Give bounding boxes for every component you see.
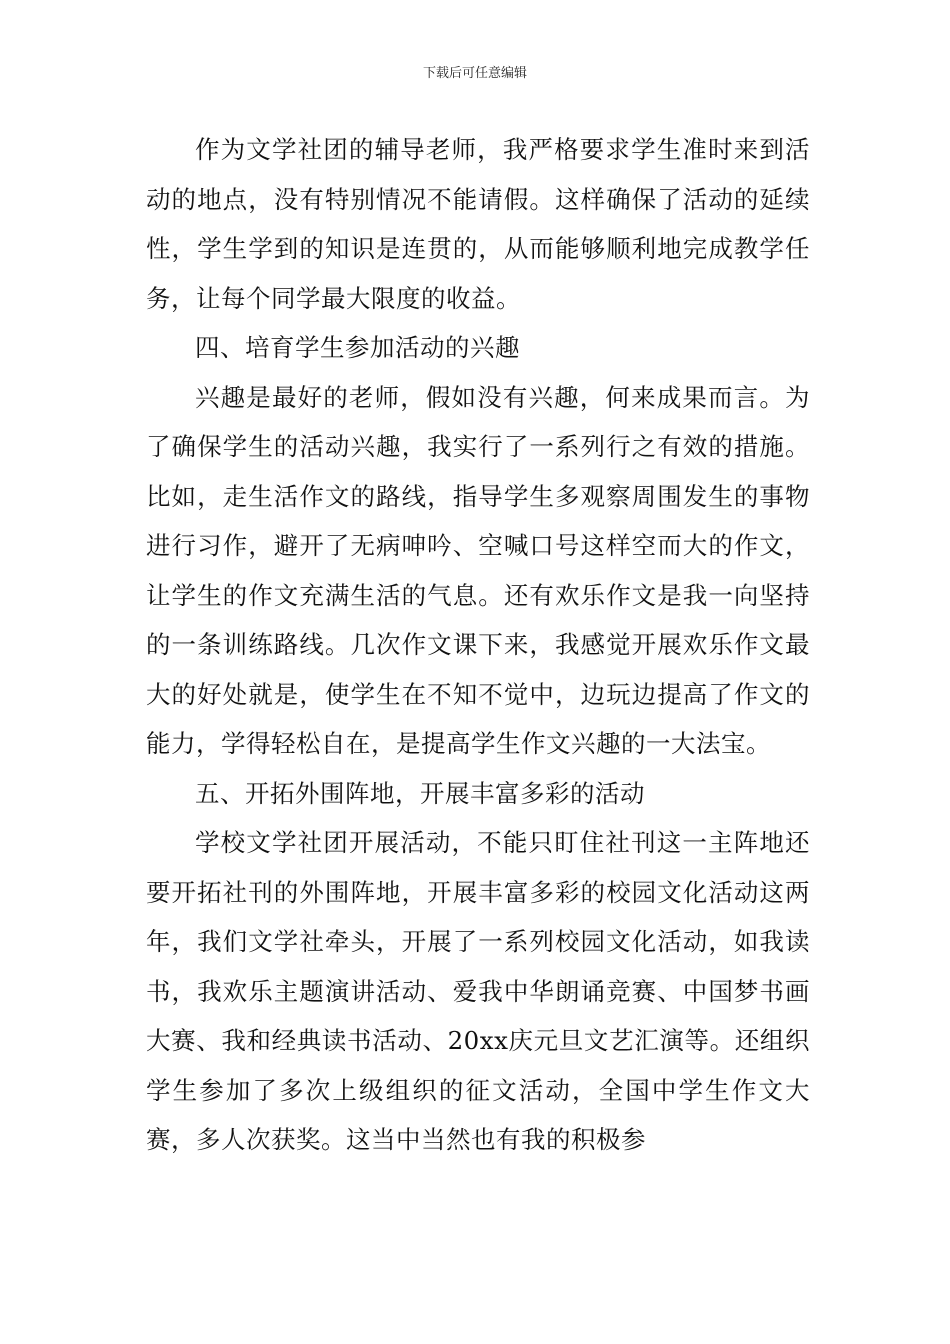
section-heading-interest: 四、培育学生参加活动的兴趣 (195, 333, 520, 362)
paragraph-supervision: 作为文学社团的辅导老师，我严格要求学生准时来到活动的地点，没有特别情况不能请假。这样确保了活动的延续性，学生学到的知识是连贯的，从而能够顺利地完成教学任务，让每个同学最大限度的收益。 (146, 135, 810, 313)
paragraph-interest: 兴趣是最好的老师，假如没有兴趣，何来成果而言。为了确保学生的活动兴趣，我实行了一系列行之有效的措施。比如，走生活作文的路线，指导学生多观察周围发生的事物进行习作，避开了无病呻吟、空喊口号这样空而大的作文，让学生的作文充满生活的气息。还有欢乐作文是我一向坚持的一条训练路线。几次作文课下来，我感觉开展欢乐作文最大的好处就是，使学生在不知不觉中，边玩边提高了作文的能力，学得轻松自在，是提高学生作文兴趣的一大法宝。 (146, 382, 810, 758)
document-body (146, 125, 810, 1165)
page-header-note: 下载后可任意编辑 (422, 66, 527, 81)
paragraph-activities: 学校文学社团开展活动，不能只盯住社刊这一主阵地还要开拓社刊的外围阵地，开展丰富多彩的校园文化活动这两年，我们文学社牵头，开展了一系列校园文化活动，如我读书，我欢乐主题演讲活动、爱我中华朗诵竞赛、中国梦书画大赛、我和经典读书活动、20xx庆元旦文艺汇演等。还组织学生参加了多次上级组织的征文活动，全国中学生作文大赛，多人次获奖。这当中当然也有我的积极参 (146, 828, 810, 1154)
section-heading-activities: 五、开拓外围阵地，开展丰富多彩的活动 (195, 778, 645, 808)
